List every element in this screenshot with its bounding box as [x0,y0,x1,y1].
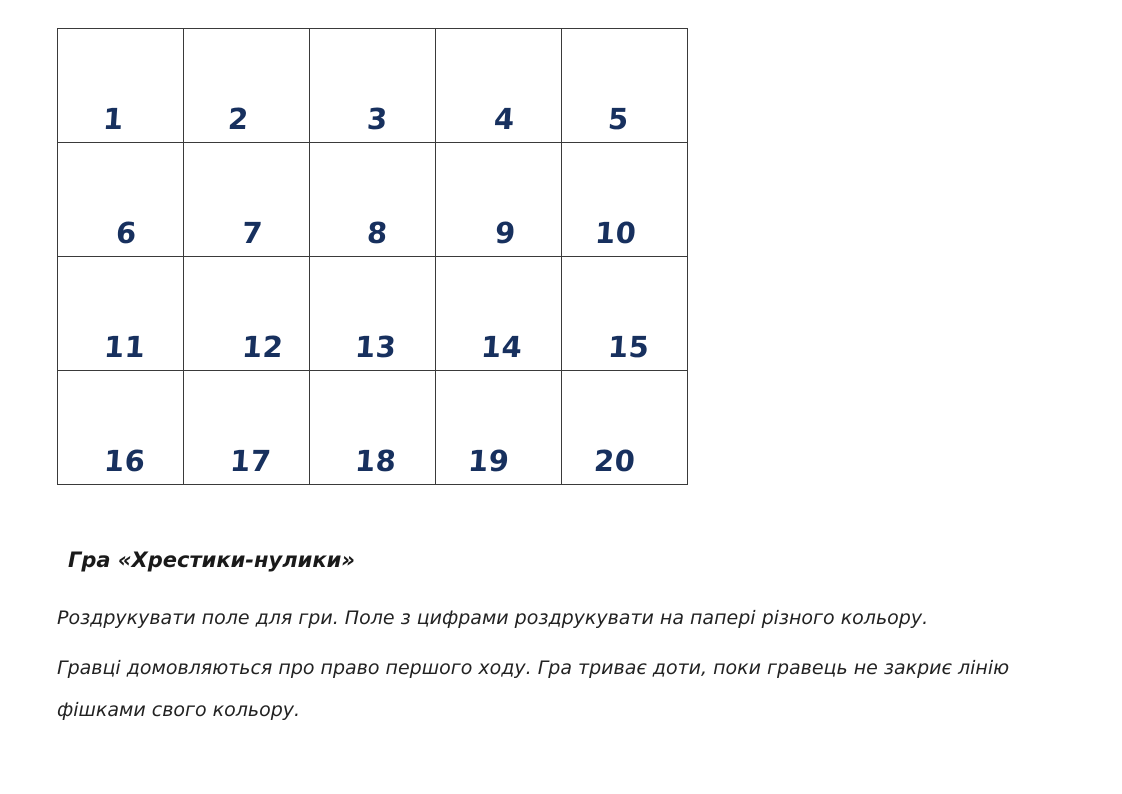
grid-cell [310,257,436,371]
grid-cell [562,143,688,257]
grid-cell [436,143,562,257]
grid-cell [184,257,310,371]
grid-row-2 [58,143,688,257]
cell-number: 20 [592,444,637,478]
cell-number: 14 [479,330,524,364]
cell-number: 16 [102,444,147,478]
cell-number: 11 [102,330,147,364]
grid-cell [310,29,436,143]
instruction-paragraph-1: Роздрукувати поле для гри. Поле з цифрами роздрукувати на папері різного кольору. [57,607,929,629]
cell-number: 13 [353,330,398,364]
grid-cell [184,29,310,143]
grid-cell [562,257,688,371]
grid-cell [436,371,562,485]
cell-number: 10 [593,216,638,250]
grid-cell [184,371,310,485]
grid-row-4 [58,371,688,485]
cell-number: 19 [466,444,511,478]
grid-cell [58,29,184,143]
game-grid [57,28,688,485]
cell-number: 2 [226,102,250,136]
grid-cell [58,371,184,485]
cell-number: 7 [240,216,264,250]
grid-row-1 [58,29,688,143]
game-title: Гра «Хрестики-нулики» [68,548,355,572]
grid-cell [562,29,688,143]
cell-number: 6 [114,216,138,250]
grid-cell [184,143,310,257]
cell-number: 1 [101,102,125,136]
cell-number: 15 [606,330,651,364]
grid-cell [58,143,184,257]
cell-number: 5 [606,102,630,136]
cell-number: 9 [493,216,517,250]
cell-number: 17 [228,444,273,478]
cell-number: 8 [365,216,389,250]
grid-cell [58,257,184,371]
cell-number: 3 [365,102,389,136]
grid-cell [310,143,436,257]
cell-number: 12 [240,330,285,364]
grid-cell [562,371,688,485]
cell-number: 4 [492,102,516,136]
grid-cell [310,371,436,485]
instruction-paragraph-2: Гравці домовляються про право першого ходу. Гра триває доти, поки гравець не закриє лінію фішками свого кольору. [57,657,1010,721]
grid-cell [436,257,562,371]
grid-cell [436,29,562,143]
cell-number: 18 [353,444,398,478]
grid-row-3 [58,257,688,371]
